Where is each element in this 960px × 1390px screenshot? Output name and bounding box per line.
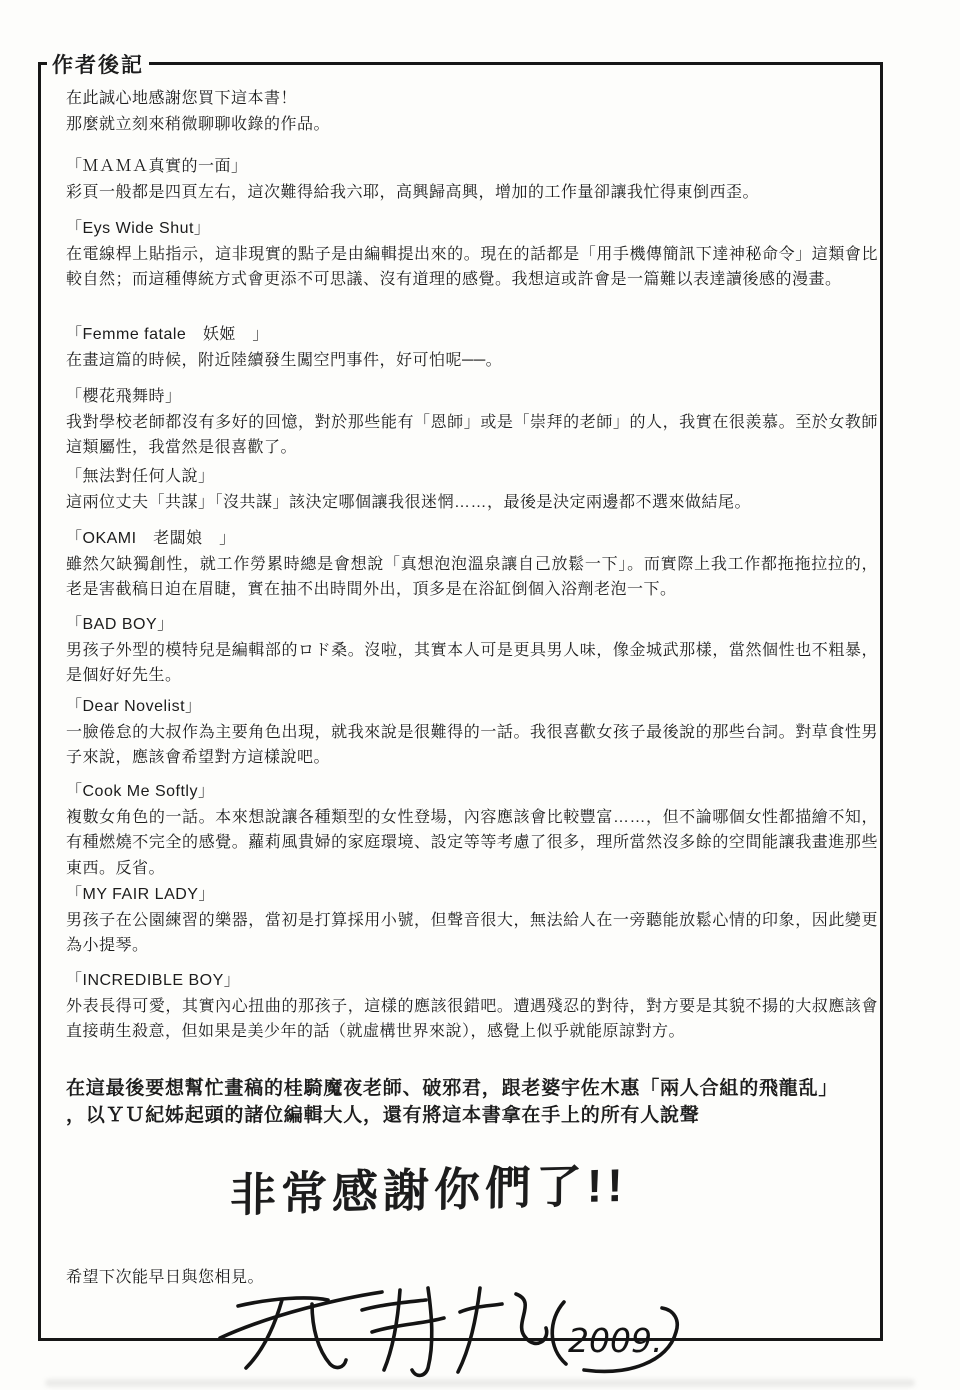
- section-femme-fatale: [66, 322, 878, 373]
- author-signature: [212, 1276, 692, 1388]
- section-okami: [66, 526, 878, 603]
- section-title: 「Dear Novelist」: [66, 698, 202, 715]
- section-title: 「Eys Wide Shut」: [66, 220, 211, 237]
- section-title: 「OKAMI 老闆娘 」: [66, 530, 236, 547]
- section-title: 「BAD BOY」: [66, 616, 174, 633]
- section-title: 「櫻花飛舞時」: [66, 388, 182, 405]
- section-title: 「Cook Me Softly」: [66, 783, 215, 800]
- section-mama: [66, 154, 878, 205]
- big-thanks-text: 非常感謝你們了!!: [229, 1158, 628, 1222]
- signature-year: 2009.: [568, 1321, 663, 1360]
- signature-stroke: [552, 1302, 566, 1364]
- section-body: 我對學校老師都沒有多好的回憶，對於那些能有「恩師」或是「崇拜的老師」的人，我實在很羨慕。至於女教師這類屬性，我當然是很喜歡了。: [66, 413, 878, 456]
- acknowledgement-line: 在這最後要想幫忙畫稿的桂騎魔夜老師、破邪君，跟老婆宇佐木惠「兩人合組的飛龍乱」: [66, 1078, 839, 1099]
- section-dear-novelist: [66, 694, 878, 771]
- signature-stroke: [362, 1300, 426, 1310]
- section-body: 這兩位丈夫「共謀」「沒共謀」該決定哪個讓我很迷惘……，最後是決定兩邊都不選來做結尾。: [66, 493, 752, 511]
- section-eyes-wide-shut: [66, 216, 878, 293]
- section-title: 「Femme fatale 妖姬 」: [66, 326, 269, 343]
- section-body: 彩頁一般都是四頁左右，這次難得給我六耶，高興歸高興，增加的工作量卻讓我忙得東倒西歪。: [66, 183, 760, 201]
- acknowledgement-line: ，以ＹＵ紀姊起頭的諸位編輯大人，還有將這本書拿在手上的所有人說聲: [66, 1104, 700, 1126]
- section-body: 雖然欠缺獨創性，就工作勞累時總是會想說「真想泡泡溫泉讓自己放鬆一下」。而實際上我工作都拖拖拉拉的，老是害截稿日迫在眉睫，實在抽不出時間外出，頂多是在浴缸倒個入浴劑老泡一下。: [66, 555, 878, 598]
- section-body: 一臉倦怠的大叔作為主要角色出現，就我來說是很難得的一話。我很喜歡女孩子最後說的那些台詞。對草食性男子來說，應該會希望對方這樣說吧。: [66, 723, 878, 766]
- signature-stroke: [516, 1294, 547, 1343]
- intro-line: 在此誠心地感謝您買下這本書！: [66, 90, 298, 107]
- intro-paragraph: [66, 86, 878, 137]
- signature-stroke: [458, 1288, 480, 1372]
- farewell-text: 希望下次能早日與您相見。: [66, 1269, 265, 1286]
- section-cannot-tell-anyone: [66, 464, 878, 515]
- section-my-fair-lady: [66, 882, 878, 959]
- acknowledgement-paragraph: [66, 1076, 882, 1129]
- section-title: 「INCREDIBLE BOY」: [66, 972, 241, 989]
- section-body: 在電線桿上貼指示，這非現實的點子是由編輯提出來的。現在的話都是「用手機傳簡訊下達神秘命令」這類會比較自然；而這種傳統方式會更添不可思議、沒有道理的感覺。我想這或許會是一篇難以表達讀後感的漫畫。: [66, 245, 878, 288]
- section-incredible-boy: [66, 968, 878, 1045]
- section-body: 在畫這篇的時候，附近陸續發生闖空門事件，好可怕呢──。: [66, 351, 503, 369]
- signature-stroke: [246, 1300, 282, 1368]
- intro-line: 那麼就立刻來稍微聊聊收錄的作品。: [66, 115, 331, 133]
- frame-label: 作者後記: [47, 49, 149, 79]
- signature-stroke: [312, 1304, 346, 1367]
- section-cook-me-softly: [66, 779, 878, 881]
- section-title: 「ＭＡＭＡ真實的一面」: [66, 158, 248, 175]
- section-sakura: [66, 384, 878, 461]
- section-body: 外表長得可愛，其實內心扭曲的那孩子，這樣的應該很錯吧。遭遇殘忍的對待，對方要是其貌不揚的大叔應該會直接萌生殺意，但如果是美少年的話（就虛構世界來說），感覺上似乎就能原諒對方。: [66, 997, 878, 1040]
- section-body: 男孩子在公園練習的樂器，當初是打算採用小號，但聲音很大，無法給人在一旁聽能放鬆心情的印象，因此變更為小提琴。: [66, 911, 878, 954]
- section-title: 「無法對任何人說」: [66, 468, 215, 485]
- section-body: 複數女角色的一話。本來想說讓各種類型的女性登場，內容應該會比較豐富……，但不論哪個女性都描繪不知，有種燃燒不完全的感覺。蘿莉風貴婦的家庭環境、設定等等考慮了很多，理所當然沒多餘的空間能讓我畫進那些東西。反省。: [66, 808, 878, 877]
- section-bad-boy: [66, 612, 878, 689]
- section-body: 男孩子外型的模特兒是編輯部的ロド桑。沒啦，其實本人可是更具男人味，像金城武那樣，當然個性也不粗暴，是個好好先生。: [66, 641, 878, 684]
- section-title: 「MY FAIR LADY」: [66, 886, 215, 903]
- signature-stroke: [460, 1304, 502, 1312]
